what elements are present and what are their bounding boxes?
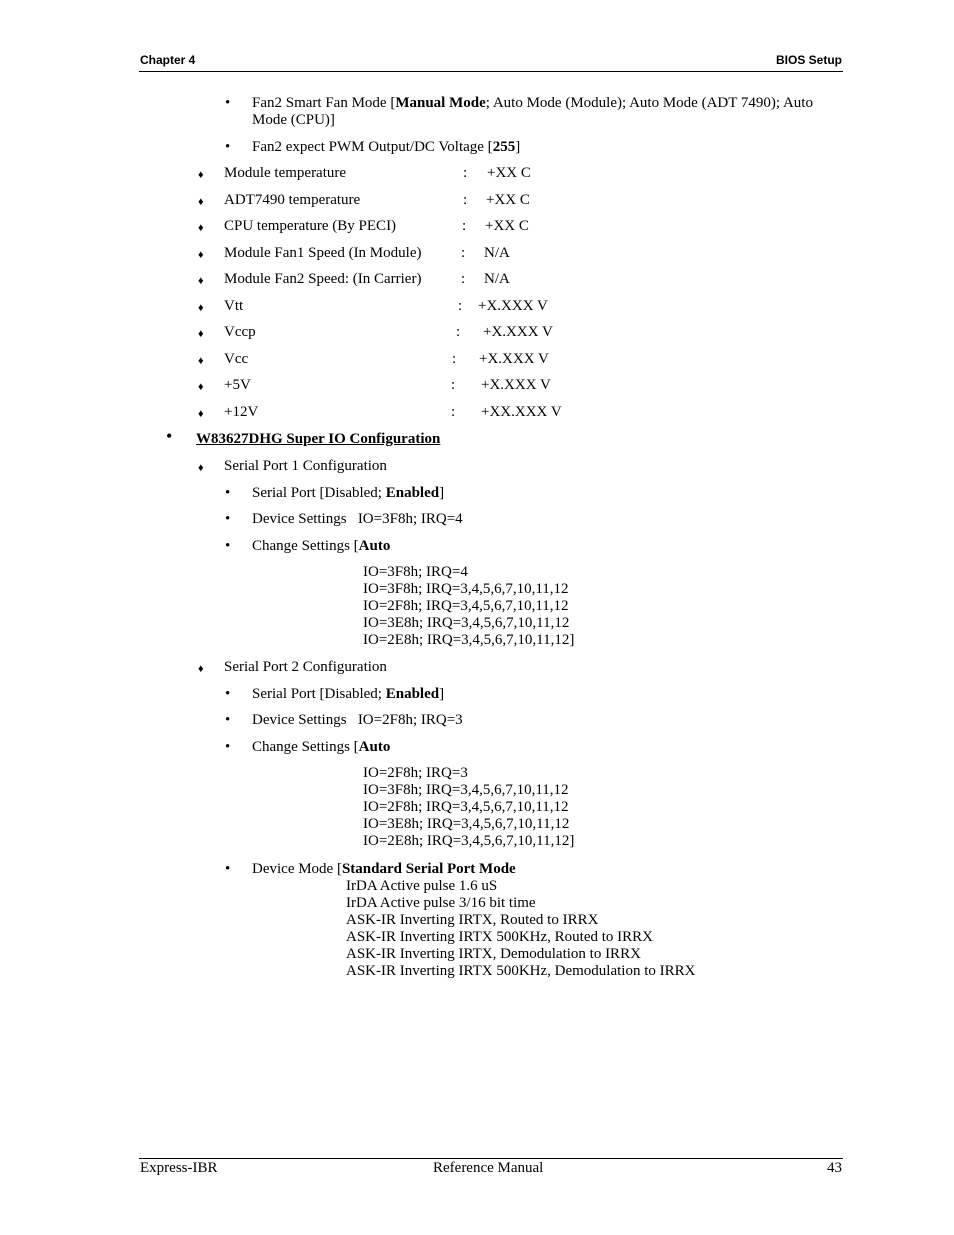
footer-rule	[139, 1158, 843, 1159]
bullet-icon: •	[225, 95, 231, 111]
bullet-icon: •	[225, 139, 231, 155]
monitor-label: Module Fan1 Speed (In Module)	[224, 245, 422, 261]
port1-change-settings: Change Settings [Auto	[252, 538, 391, 554]
monitor-value: +XX.XXX V	[481, 404, 562, 420]
diamond-icon: ♦	[198, 275, 204, 287]
diamond-icon: ♦	[198, 408, 204, 420]
monitor-value: +XX C	[485, 218, 529, 234]
port2-device-mode: Device Mode [Standard Serial Port Mode	[252, 861, 516, 877]
option-line: IrDA Active pulse 1.6 uS	[346, 878, 498, 894]
option-line: IO=2F8h; IRQ=3,4,5,6,7,10,11,12	[363, 598, 569, 614]
monitor-colon: :	[462, 218, 467, 234]
monitor-value: N/A	[484, 245, 510, 261]
diamond-icon: ♦	[198, 462, 204, 474]
diamond-icon: ♦	[198, 249, 204, 261]
bullet-icon: •	[166, 426, 173, 446]
option-line: IrDA Active pulse 3/16 bit time	[346, 895, 536, 911]
port2-change-settings: Change Settings [Auto	[252, 739, 391, 755]
diamond-icon: ♦	[198, 381, 204, 393]
monitor-value: N/A	[484, 271, 510, 287]
diamond-icon: ♦	[198, 663, 204, 675]
bullet-icon: •	[225, 686, 231, 702]
footer-page-number: 43	[827, 1160, 842, 1176]
diamond-icon: ♦	[198, 222, 204, 234]
monitor-value: +X.XXX V	[478, 298, 548, 314]
monitor-label: CPU temperature (By PECI)	[224, 218, 397, 234]
monitor-value: +X.XXX V	[479, 351, 549, 367]
superio-title: W83627DHG Super IO Configuration	[196, 431, 441, 447]
diamond-icon: ♦	[198, 355, 204, 367]
monitor-label: Vccp	[224, 324, 256, 340]
option-line: IO=3E8h; IRQ=3,4,5,6,7,10,11,12	[363, 816, 570, 832]
fan2-mode-line1: Fan2 Smart Fan Mode [Manual Mode; Auto Mode (Module); Auto Mode (ADT 7490); Auto	[252, 95, 813, 111]
port1-device-settings: Device Settings IO=3F8h; IRQ=4	[252, 511, 463, 527]
option-line: ASK-IR Inverting IRTX 500KHz, Routed to IRRX	[346, 929, 653, 945]
monitor-colon: :	[461, 271, 466, 287]
port2-title: Serial Port 2 Configuration	[224, 659, 387, 675]
option-line: IO=2F8h; IRQ=3	[363, 765, 468, 781]
option-line: ASK-IR Inverting IRTX, Demodulation to IRRX	[346, 946, 641, 962]
option-line: ASK-IR Inverting IRTX 500KHz, Demodulation to IRRX	[346, 963, 696, 979]
monitor-colon: :	[463, 192, 468, 208]
chapter-label: Chapter 4	[140, 53, 196, 67]
port1-title: Serial Port 1 Configuration	[224, 458, 387, 474]
bullet-icon: •	[225, 861, 231, 877]
option-line: IO=2E8h; IRQ=3,4,5,6,7,10,11,12]	[363, 632, 575, 648]
port2-device-settings: Device Settings IO=2F8h; IRQ=3	[252, 712, 463, 728]
monitor-label: Vtt	[224, 298, 244, 314]
monitor-value: +X.XXX V	[483, 324, 553, 340]
monitor-colon: :	[456, 324, 461, 340]
header-rule	[139, 71, 843, 72]
option-line: IO=3F8h; IRQ=3,4,5,6,7,10,11,12	[363, 782, 569, 798]
monitor-value: +XX C	[487, 165, 531, 181]
monitor-colon: :	[463, 165, 468, 181]
diamond-icon: ♦	[198, 302, 204, 314]
diamond-icon: ♦	[198, 328, 204, 340]
option-line: IO=3F8h; IRQ=3,4,5,6,7,10,11,12	[363, 581, 569, 597]
bullet-icon: •	[225, 538, 231, 554]
option-line: IO=2E8h; IRQ=3,4,5,6,7,10,11,12]	[363, 833, 575, 849]
monitor-value: +XX C	[486, 192, 530, 208]
monitor-colon: :	[451, 404, 456, 420]
option-line: IO=3F8h; IRQ=4	[363, 564, 468, 580]
monitor-label: +12V	[224, 404, 259, 420]
monitor-colon: :	[461, 245, 466, 261]
monitor-colon: :	[458, 298, 463, 314]
diamond-icon: ♦	[198, 169, 204, 181]
monitor-label: ADT7490 temperature	[224, 192, 361, 208]
monitor-colon: :	[452, 351, 457, 367]
port1-serial-port: Serial Port [Disabled; Enabled]	[252, 485, 445, 501]
bullet-icon: •	[225, 712, 231, 728]
section-label: BIOS Setup	[775, 53, 842, 67]
option-line: ASK-IR Inverting IRTX, Routed to IRRX	[346, 912, 599, 928]
monitor-value: +X.XXX V	[481, 377, 551, 393]
monitor-label: Module Fan2 Speed: (In Carrier)	[224, 271, 422, 287]
fan2-pwm-text: Fan2 expect PWM Output/DC Voltage [255]	[252, 139, 521, 155]
bullet-icon: •	[225, 485, 231, 501]
monitor-label: +5V	[224, 377, 251, 393]
diamond-icon: ♦	[198, 196, 204, 208]
bullet-icon: •	[225, 739, 231, 755]
footer-manual: Reference Manual	[433, 1160, 544, 1176]
port2-serial-port: Serial Port [Disabled; Enabled]	[252, 686, 445, 702]
option-line: IO=3E8h; IRQ=3,4,5,6,7,10,11,12	[363, 615, 570, 631]
monitor-label: Vcc	[224, 351, 249, 367]
footer-product: Express-IBR	[140, 1160, 218, 1176]
fan2-mode-line2: Mode (CPU)]	[252, 112, 335, 128]
option-line: IO=2F8h; IRQ=3,4,5,6,7,10,11,12	[363, 799, 569, 815]
monitor-label: Module temperature	[224, 165, 347, 181]
bullet-icon: •	[225, 511, 231, 527]
monitor-colon: :	[451, 377, 456, 393]
